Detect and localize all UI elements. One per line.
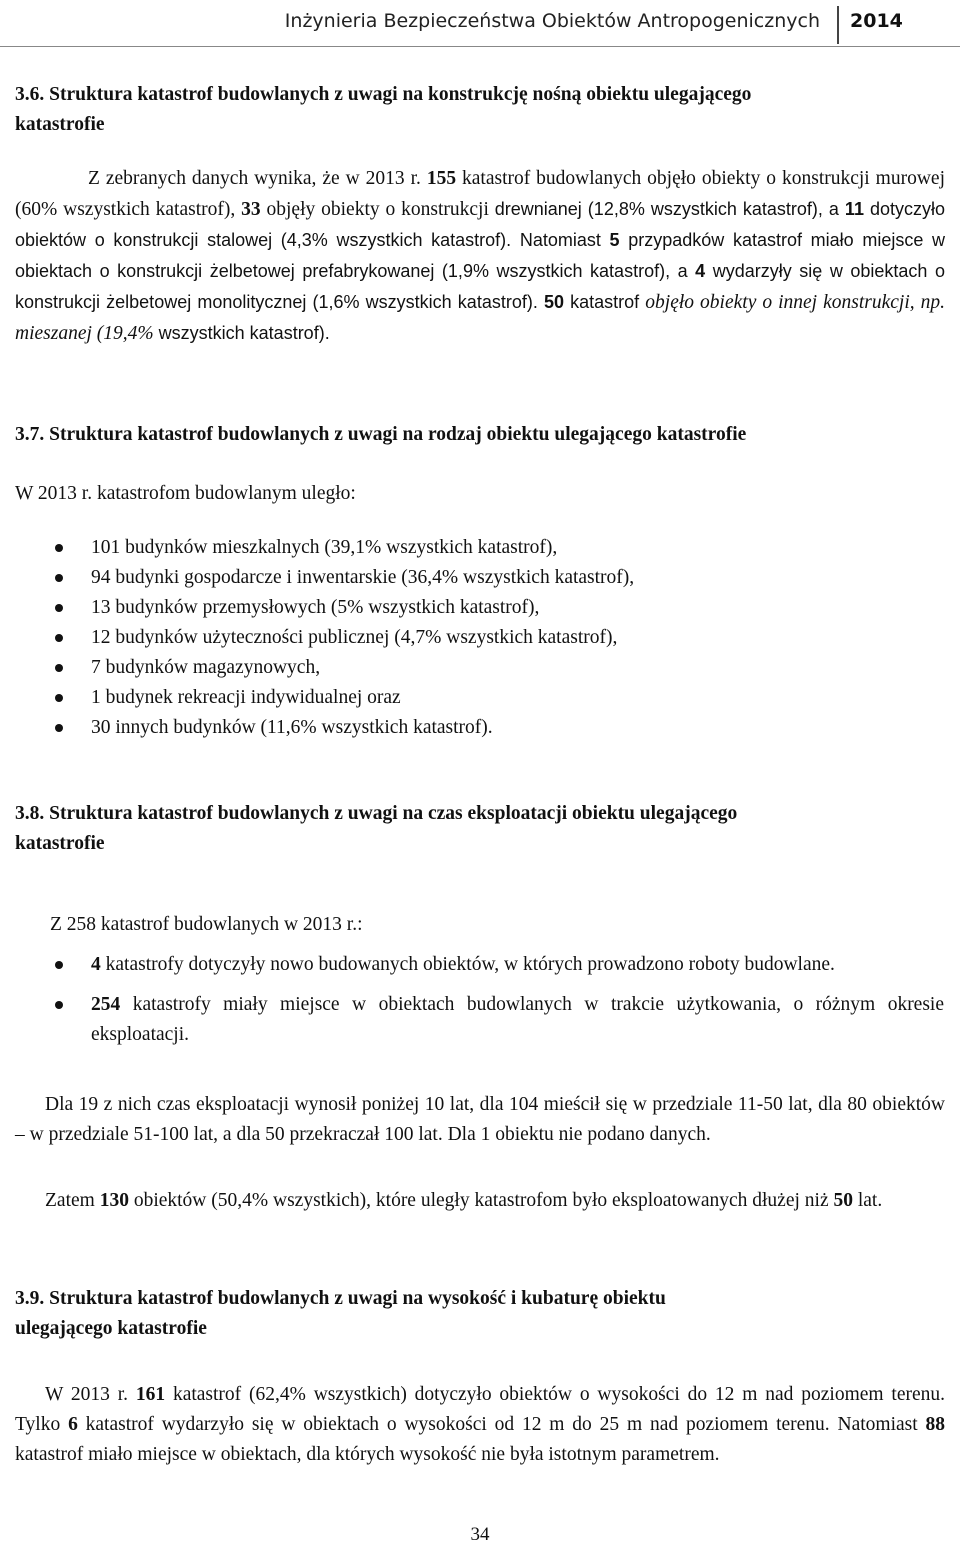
section-3-6-heading: 3.6. Struktura katastrof budowlanych z uwagi na konstrukcję nośną obiektu ulegającego katastrofie bbox=[15, 84, 752, 135]
header-rule bbox=[0, 46, 960, 47]
section-3-8-paragraph-2: Zatem 130 obiektów (50,4% wszystkich), które uległy katastrofom było eksploatowanych dłużej niż 50 lat. bbox=[45, 1190, 883, 1211]
section-3-7-heading: 3.7. Struktura katastrof budowlanych z uwagi na rodzaj obiektu ulegającego katastrofie bbox=[15, 424, 747, 445]
section-3-8-intro: Z 258 katastrof budowlanych w 2013 r.: bbox=[50, 914, 363, 935]
building-types-list bbox=[91, 533, 941, 743]
header-separator bbox=[837, 6, 839, 44]
page-header bbox=[0, 0, 960, 46]
journal-title: Inżynieria Bezpieczeństwa Obiektów Antropogenicznych bbox=[284, 10, 820, 32]
list-item: 101 budynków mieszkalnych (39,1% wszystkich katastrof), bbox=[91, 533, 941, 563]
list-item: 13 budynków przemysłowych (5% wszystkich katastrof), bbox=[91, 593, 941, 623]
section-3-8-paragraph-1: Dla 19 z nich czas eksploatacji wynosił poniżej 10 lat, dla 104 mieścił się w przedziale 11-50 lat, dla 80 obiektów – w przedziale 51-100 lat, a dla 50 przekraczał 100 lat. Dla 1 obiektu nie podano danych. bbox=[15, 1094, 945, 1145]
list-item: 30 innych budynków (11,6% wszystkich katastrof). bbox=[91, 713, 941, 743]
usage-list bbox=[91, 950, 944, 1050]
journal-year: 2014 bbox=[850, 10, 903, 32]
list-item: 4 katastrofy dotyczyły nowo budowanych obiektów, w których prowadzono roboty budowlane. bbox=[91, 950, 944, 980]
section-3-6-paragraph: Z zebranych danych wynika, że w 2013 r. 155 katastrof budowlanych objęło obiekty o konstrukcji murowej (60% wszystkich katastrof), 33 objęły obiekty o konstrukcji drewnianej (12,8% wszystkich katastrof), a 11 dotyczyło obiektów o konstrukcji stalowej (4,3% wszystkich katastrof). Natomiast 5 przypadków katastrof miało miejsce w obiektach o konstrukcji żelbetowej prefabrykowanej (1,9% wszystkich katastrof), a 4 wydarzyły się w obiektach o konstrukcji żelbetowej monolitycznej (1,6% wszystkich katastrof). 50 katastrof objęło obiekty o innej konstrukcji, np. mieszanej (19,4% wszystkich katastrof). bbox=[15, 168, 946, 344]
section-3-9-paragraph: W 2013 r. 161 katastrof (62,4% wszystkich) dotyczyło obiektów o wysokości do 12 m nad poziomem terenu. Tylko 6 katastrof wydarzyło się w obiektach o wysokości od 12 m do 25 m nad poziomem terenu. Natomiast 88 katastrof miało miejsce w obiektach, dla których wysokość nie była istotnym parametrem. bbox=[15, 1384, 945, 1465]
page-number: 34 bbox=[470, 1524, 490, 1545]
list-item: 12 budynków użyteczności publicznej (4,7% wszystkich katastrof), bbox=[91, 623, 941, 653]
list-item: 254 katastrofy miały miejsce w obiektach budowlanych w trakcie użytkowania, o różnym okresie eksploatacji. bbox=[91, 990, 944, 1050]
section-3-9-heading: 3.9. Struktura katastrof budowlanych z uwagi na wysokość i kubaturę obiektu ulegającego katastrofie bbox=[15, 1288, 666, 1339]
list-item: 7 budynków magazynowych, bbox=[91, 653, 941, 683]
list-item: 1 budynek rekreacji indywidualnej oraz bbox=[91, 683, 941, 713]
section-3-7-intro: W 2013 r. katastrofom budowlanym uległo: bbox=[15, 483, 356, 504]
section-3-8-heading: 3.8. Struktura katastrof budowlanych z uwagi na czas eksploatacji obiektu ulegającego katastrofie bbox=[15, 803, 738, 854]
list-item: 94 budynki gospodarcze i inwentarskie (36,4% wszystkich katastrof), bbox=[91, 563, 941, 593]
